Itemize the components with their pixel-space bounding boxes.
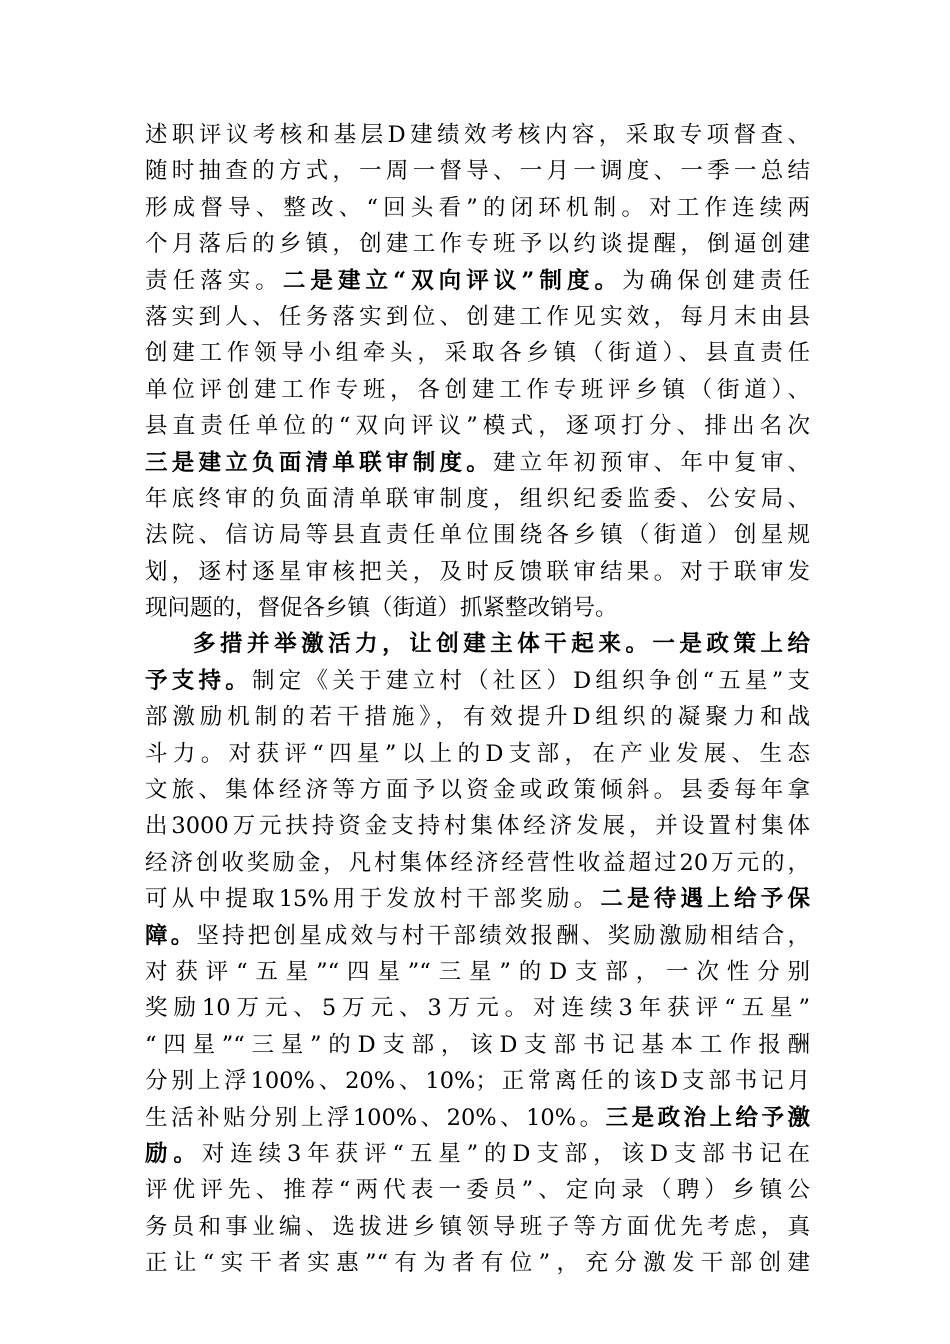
text-line — [145, 445, 810, 481]
text-line — [145, 372, 810, 408]
text-line — [145, 481, 810, 517]
text-line — [145, 1063, 810, 1099]
text-line — [145, 736, 810, 772]
text-segment: 对连续3年获评“五星”的D支部，该D支部书记在 — [201, 1140, 810, 1167]
text-line — [145, 918, 810, 954]
document-body — [145, 117, 810, 1282]
bold-text-segment: 障。 — [145, 922, 197, 949]
text-line — [145, 808, 810, 844]
text-line — [145, 117, 810, 153]
text-line — [145, 990, 810, 1026]
text-segment: “四星”“三星”的D支部，该D支部书记基本工作报酬 — [145, 1031, 810, 1058]
bold-text-segment: 三是政治上给予激 — [605, 1104, 810, 1131]
text-segment: 县直责任单位的“双向评议”模式，逐项打分、排出名次 — [145, 413, 810, 440]
bold-text-segment: 二是建立“双向评议”制度。 — [282, 267, 623, 294]
text-segment: 文旅、集体经济等方面予以资金或政策倾斜。县委每年拿 — [145, 777, 810, 804]
text-segment: 建立年初预审、年中复审、 — [493, 449, 810, 476]
text-segment: 奖励10万元、5万元、3万元。对连续3年获评“五星” — [145, 995, 810, 1022]
text-segment: 坚持把创星成效与村干部绩效报酬、奖励激励相结合， — [196, 922, 810, 949]
text-segment: 生活补贴分别上浮100%、20%、10%。 — [145, 1104, 606, 1131]
text-segment: 分别上浮100%、20%、10%；正常离任的该D支部书记月 — [145, 1068, 810, 1095]
text-line — [145, 772, 810, 808]
text-line — [145, 263, 810, 299]
text-line — [145, 190, 810, 226]
text-segment: 随时抽查的方式，一周一督导、一月一调度、一季一总结 — [145, 158, 810, 185]
bold-text-segment: 多措并举激活力，让创建主体干起来。一是政策上给 — [193, 631, 810, 658]
text-line — [145, 153, 810, 189]
text-line — [145, 626, 810, 662]
text-line — [145, 408, 810, 444]
text-line — [145, 554, 810, 590]
text-segment: 务员和事业编、选拔进乡镇领导班子等方面优先考虑，真 — [145, 1213, 810, 1240]
text-segment: 可从中提取15%用于发放村干部奖励。 — [145, 886, 601, 913]
text-segment: 评优评先、推荐“两代表一委员”、定向录（聘）乡镇公 — [145, 1177, 810, 1204]
text-segment: 部激励机制的若干措施》，有效提升D组织的凝聚力和战 — [145, 704, 810, 731]
text-segment: 划，逐村逐星审核把关，及时反馈联审结果。对于联审发 — [145, 558, 810, 585]
text-segment: 年底终审的负面清单联审制度，组织纪委监委、公安局、 — [145, 485, 810, 512]
bold-text-segment: 予支持。 — [145, 667, 253, 694]
text-line — [145, 663, 810, 699]
bold-text-segment: 三是建立负面清单联审制度。 — [145, 449, 494, 476]
text-segment: 经济创收奖励金，凡村集体经济经营性收益超过20万元的， — [145, 849, 810, 876]
text-segment: 出3000万元扶持资金支持村集体经济发展，并设置村集体 — [145, 813, 810, 840]
bold-text-segment: 励。 — [145, 1140, 202, 1167]
text-line — [145, 699, 810, 735]
text-line — [145, 1172, 810, 1208]
text-segment: 责任落实。 — [145, 267, 283, 294]
text-segment: 述职评议考核和基层D建绩效考核内容，采取专项督查、 — [145, 122, 810, 148]
text-line — [145, 881, 810, 917]
text-segment: 形成督导、整改、“回头看”的闭环机制。对工作连续两 — [145, 194, 810, 221]
text-line — [145, 299, 810, 335]
text-line — [145, 954, 810, 990]
text-line — [145, 335, 810, 371]
text-line — [145, 1136, 810, 1172]
text-segment: 正让“实干者实惠”“有为者有位”，充分激发干部创建 — [145, 1250, 810, 1277]
text-segment: 落实到人、任务落实到位、创建工作见实效，每月末由县 — [145, 303, 810, 330]
text-line — [145, 226, 810, 262]
text-segment: 为确保创建责任 — [622, 267, 810, 294]
text-line — [145, 590, 810, 626]
text-segment: 对获评“五星”“四星”“三星”的D支部，一次性分别 — [145, 958, 810, 985]
text-segment: 单位评创建工作专班，各创建工作专班评乡镇（街道）、 — [145, 376, 810, 403]
bold-text-segment: 二是待遇上给予保 — [600, 886, 810, 913]
text-segment: 法院、信访局等县直责任单位围绕各乡镇（街道）创星规 — [145, 522, 810, 549]
text-line — [145, 1209, 810, 1245]
text-segment: 个月落后的乡镇，创建工作专班予以约谈提醒，倒逼创建 — [145, 231, 810, 258]
text-line — [145, 517, 810, 553]
text-segment: 制定《关于建立村（社区）D组织争创“五星”支 — [252, 667, 810, 694]
text-line — [145, 1100, 810, 1136]
text-line — [145, 1245, 810, 1281]
text-segment: 现问题的，督促各乡镇（街道）抓紧整改销号。 — [145, 595, 618, 622]
text-line — [145, 845, 810, 881]
text-segment: 斗力。对获评“四星”以上的D支部，在产业发展、生态 — [145, 740, 810, 767]
text-segment: 创建工作领导小组牵头，采取各乡镇（街道）、县直责任 — [145, 340, 810, 367]
text-line — [145, 1027, 810, 1063]
